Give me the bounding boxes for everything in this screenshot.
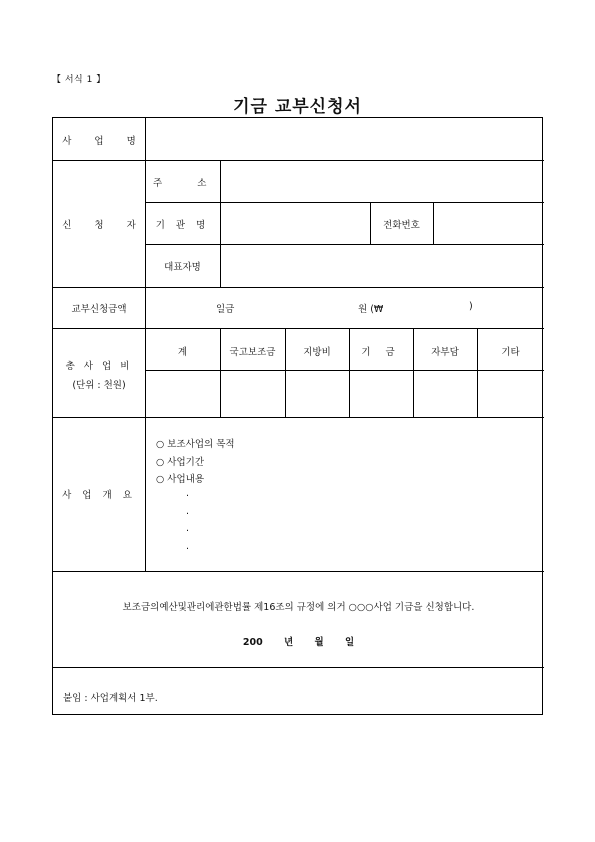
address-field[interactable] bbox=[228, 175, 533, 189]
cost-header-fund: 기 금 bbox=[361, 347, 401, 358]
applicant-label: 신 청 자 bbox=[62, 220, 146, 231]
overview-item-period: ○ 사업기간 bbox=[156, 457, 205, 468]
total-cost-label: 총 사 업 비 bbox=[65, 361, 133, 372]
overview-dot: . bbox=[186, 488, 190, 499]
phone-field[interactable] bbox=[441, 217, 536, 231]
overview-dot: . bbox=[186, 523, 190, 534]
declaration-statement: 보조금의예산및관리에관한법률 제16조의 규정에 의거 ○○○사업 기금을 신청합니다. bbox=[122, 602, 475, 613]
org-name-label: 기 관 명 bbox=[155, 220, 210, 231]
address-label: 주 소 bbox=[153, 178, 223, 189]
cost-header-local: 지방비 bbox=[303, 347, 331, 358]
representative-label: 대표자명 bbox=[164, 262, 201, 273]
business-name-label: 사 업 명 bbox=[62, 136, 146, 147]
cost-unit-label: (단위 : 천원) bbox=[72, 380, 126, 391]
declaration-date: 200 년 월 일 bbox=[242, 637, 355, 648]
amount-text-ilgeum: 일금 bbox=[216, 304, 235, 315]
attachment-note: 붙임 : 사업계획서 1부. bbox=[63, 693, 158, 704]
overview-label: 사 업 개 요 bbox=[62, 490, 136, 501]
application-form-table bbox=[52, 117, 543, 715]
org-name-field[interactable] bbox=[228, 217, 363, 231]
overview-item-purpose: ○ 보조사업의 목적 bbox=[156, 439, 235, 450]
phone-label: 전화번호 bbox=[383, 220, 420, 231]
cost-header-total: 계 bbox=[177, 347, 188, 358]
cost-header-other: 기타 bbox=[501, 347, 520, 358]
amount-text-won: 원 (₩ bbox=[358, 304, 384, 315]
form-number: 【 서식 1 】 bbox=[52, 75, 106, 85]
amount-label: 교부신청금액 bbox=[71, 304, 127, 315]
overview-item-content: ○ 사업내용 bbox=[156, 474, 205, 485]
amount-text-close: ) bbox=[469, 301, 473, 312]
cost-header-self: 자부담 bbox=[431, 347, 459, 358]
overview-dot: . bbox=[186, 506, 190, 517]
representative-field[interactable] bbox=[228, 259, 533, 273]
overview-dot: . bbox=[186, 541, 190, 552]
business-name-field[interactable] bbox=[153, 133, 533, 147]
cost-header-national: 국고보조금 bbox=[229, 347, 276, 358]
page-title: 기금 교부신청서 bbox=[233, 97, 362, 117]
